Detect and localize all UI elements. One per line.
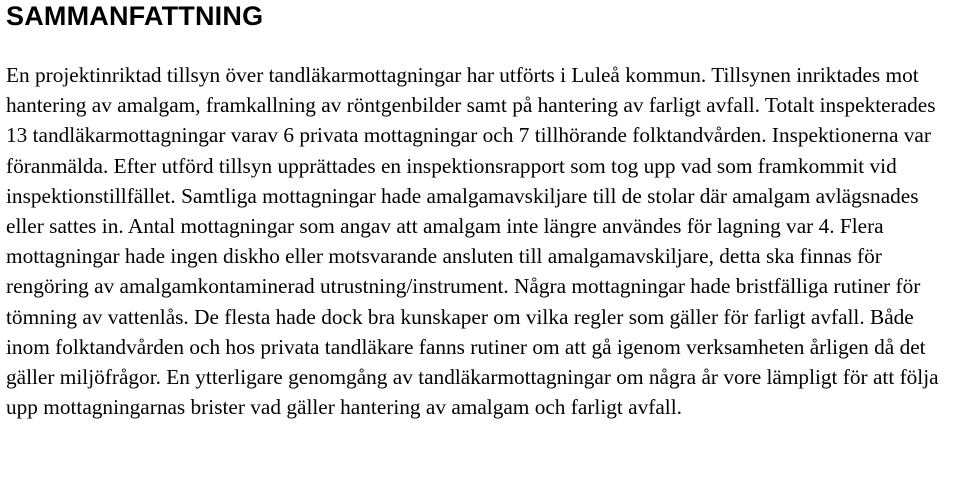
summary-paragraph: En projektinriktad tillsyn över tandläkarmottagningar har utförts i Luleå kommun. Tillsynen inriktades mot hantering av amalgam, framkallning av röntgenbilder samt på hantering av farligt avfall. Totalt inspekterades 13 tandläkarmottagningar varav 6 privata mottagningar och 7 tillhörande folktandvården. Inspektionerna var föranmälda. Efter utförd tillsyn upprättades en inspektionsrapport som tog upp vad som framkommit vid inspektionstillfället. Samtliga mottagningar hade amalgamavskiljare till de stolar där amalgam avlägsnades eller sattes in. Antal mottagningar som angav att amalgam inte längre användes för lagning var 4. Flera mottagningar hade ingen diskho eller motsvarande ansluten till amalgamavskiljare, detta ska finnas för rengöring av amalgamkontaminerad utrustning/instrument. Några mottagningar hade bristfälliga rutiner för tömning av vattenlås. De flesta hade dock bra kunskaper om vilka regler som gäller för farligt avfall. Både inom folktandvården och hos privata tandläkare fanns rutiner om att gå igenom verksamheten årligen då det gäller miljöfrågor. En ytterligare genomgång av tandläkarmottagningar om några år vore lämpligt för att följa upp mottagningarnas brister vad gäller hantering av amalgam och farligt avfall. [6, 63, 939, 420]
page-title: SAMMANFATTNING [6, 1, 264, 31]
